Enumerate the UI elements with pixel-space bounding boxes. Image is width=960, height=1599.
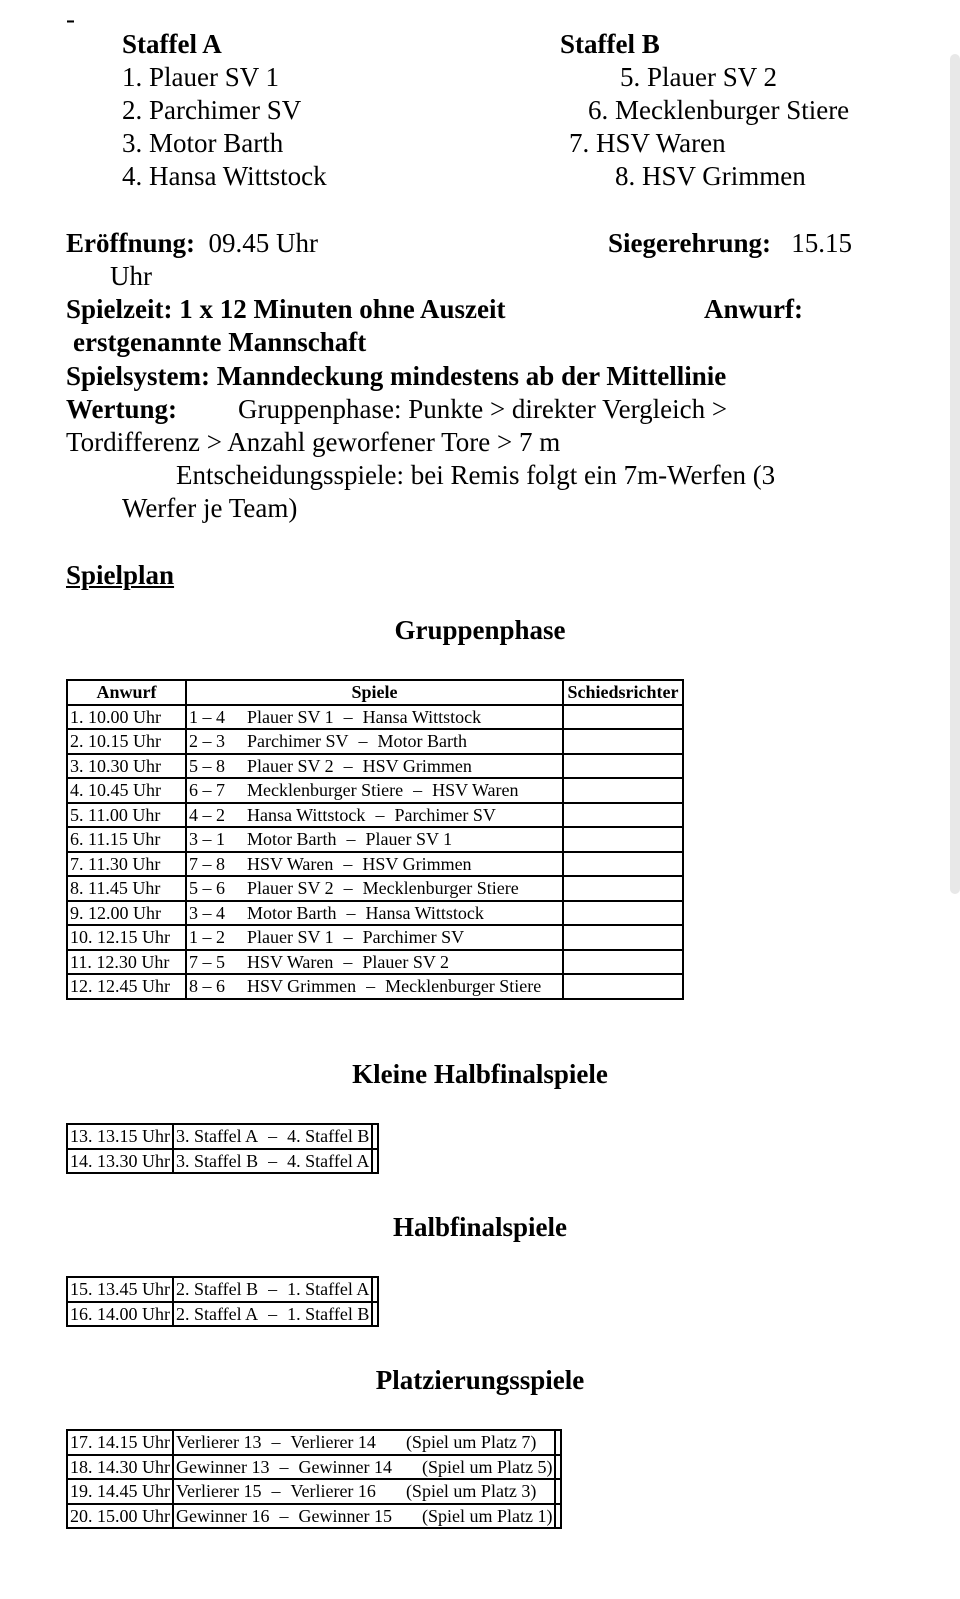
anwurf-cell: 7. 11.30 Uhr: [67, 852, 186, 877]
schiedsrichter-cell: [563, 803, 683, 828]
anwurf-cell: 15. 13.45 Uhr: [67, 1277, 173, 1302]
anwurf-cell: 18. 14.30 Uhr: [67, 1455, 173, 1480]
spiel-cell: [173, 1302, 372, 1327]
gruppenphase-title: Gruppenphase: [394, 615, 566, 645]
spiel-cell: [173, 1455, 555, 1480]
anwurf-cell: 20. 15.00 Uhr: [67, 1504, 173, 1529]
staffel-a-team: 1. Plauer SV 1: [122, 62, 280, 92]
home-team: 2. Staffel B: [176, 1279, 259, 1300]
schiedsrichter-cell: [563, 925, 683, 950]
schiedsrichter-cell: [372, 1149, 378, 1174]
table-row: [67, 827, 683, 852]
vs-dash: –: [268, 1279, 278, 1300]
away-team: Plauer SV 2: [362, 951, 450, 972]
anwurf-label: Anwurf:: [704, 294, 803, 324]
halbfinale-title: Halbfinalspiele: [392, 1212, 568, 1242]
vs-dash: –: [346, 902, 356, 923]
halbfinale-table: [66, 1276, 379, 1327]
table-row: [67, 1455, 561, 1480]
header-schiedsrichter: Schiedsrichter: [563, 680, 683, 705]
schiedsrichter-cell: [563, 901, 683, 926]
anwurf-cell: 13. 13.15 Uhr: [67, 1124, 173, 1149]
away-team: Mecklenburger Stiere: [362, 878, 519, 899]
table-row: [67, 901, 683, 926]
anwurf-value: erstgenannte Mannschaft: [73, 327, 367, 357]
schiedsrichter-cell: [555, 1504, 561, 1529]
schiedsrichter-cell: [563, 950, 683, 975]
staffel-b-team: 6. Mecklenburger Stiere: [588, 95, 850, 125]
away-team: Hansa Wittstock: [365, 902, 484, 923]
spiel-cell: [186, 803, 563, 828]
schiedsrichter-cell: [372, 1277, 378, 1302]
spiel-code: 7 – 5: [189, 951, 225, 972]
spiel-cell: [186, 876, 563, 901]
spiel-code: 5 – 6: [189, 878, 225, 899]
home-team: 3. Staffel A: [176, 1126, 259, 1147]
home-team: HSV Waren: [247, 853, 334, 874]
away-team: Verlierer 16: [290, 1481, 376, 1502]
anwurf-cell: 2. 10.15 Uhr: [67, 729, 186, 754]
vs-dash: –: [375, 804, 385, 825]
anwurf-cell: 4. 10.45 Uhr: [67, 778, 186, 803]
table-row: [67, 925, 683, 950]
siegerehrung-label: Siegerehrung:: [608, 228, 771, 258]
spielplan-heading: Spielplan: [66, 560, 175, 590]
home-team: Plauer SV 1: [247, 927, 334, 948]
table-row: [67, 1277, 378, 1302]
away-team: Plauer SV 1: [365, 829, 453, 850]
vs-dash: –: [343, 878, 353, 899]
home-team: Parchimer SV: [247, 731, 349, 752]
spiel-cell: [186, 901, 563, 926]
staffel-a-team: 2. Parchimer SV: [122, 95, 302, 125]
anwurf-cell: 19. 14.45 Uhr: [67, 1479, 173, 1504]
spiel-cell: [186, 852, 563, 877]
spiel-cell: [186, 754, 563, 779]
eroeffnung-label: Eröffnung:: [66, 228, 196, 258]
platzierung-title: Platzierungsspiele: [375, 1365, 585, 1395]
wertung-text: Tordifferenz > Anzahl geworfener Tore > 7 m: [66, 427, 561, 457]
home-team: Motor Barth: [247, 829, 337, 850]
schiedsrichter-cell: [563, 729, 683, 754]
staffel-b-heading: Staffel B: [560, 29, 660, 59]
spiel-cell: [173, 1430, 555, 1455]
schiedsrichter-cell: [555, 1430, 561, 1455]
spielsystem: Spielsystem: Manndeckung mindestens ab der Mittellinie: [66, 361, 727, 391]
anwurf-cell: 3. 10.30 Uhr: [67, 754, 186, 779]
vs-dash: –: [346, 829, 356, 850]
anwurf-cell: 1. 10.00 Uhr: [67, 705, 186, 730]
spiel-cell: [186, 705, 563, 730]
wertung-text: Gruppenphase: Punkte > direkter Vergleich >: [238, 394, 728, 424]
anwurf-cell: 12. 12.45 Uhr: [67, 974, 186, 999]
spiel-cell: [173, 1277, 372, 1302]
header-anwurf: Anwurf: [67, 680, 186, 705]
anwurf-cell: 16. 14.00 Uhr: [67, 1302, 173, 1327]
spiel-cell: [186, 974, 563, 999]
platz-note: (Spiel um Platz 3): [405, 1481, 537, 1502]
wertung-text: Entscheidungsspiele: bei Remis folgt ein 7m-Werfen (3: [176, 460, 776, 490]
schiedsrichter-cell: [563, 852, 683, 877]
anwurf-cell: 10. 12.15 Uhr: [67, 925, 186, 950]
eroeffnung-line: [66, 226, 318, 260]
anwurf-cell: 11. 12.30 Uhr: [67, 950, 186, 975]
table-row: [67, 778, 683, 803]
table-row: [67, 974, 683, 999]
schiedsrichter-cell: [555, 1455, 561, 1480]
schiedsrichter-cell: [563, 974, 683, 999]
away-team: 1. Staffel B: [287, 1303, 370, 1324]
away-team: Hansa Wittstock: [362, 706, 482, 727]
table-row: [67, 705, 683, 730]
spiel-cell: [173, 1504, 555, 1529]
vs-dash: –: [279, 1456, 289, 1477]
eroeffnung-value: 09.45 Uhr: [208, 228, 319, 258]
table-row: [67, 729, 683, 754]
spiel-code: 5 – 8: [189, 755, 225, 776]
away-team: HSV Grimmen: [362, 755, 472, 776]
away-team: 4. Staffel B: [287, 1126, 370, 1147]
schiedsrichter-cell: [563, 876, 683, 901]
spiel-code: 4 – 2: [189, 804, 225, 825]
table-row: [67, 876, 683, 901]
spiel-cell: [186, 729, 563, 754]
vs-dash: –: [268, 1150, 278, 1171]
schiedsrichter-cell: [563, 754, 683, 779]
wertung-text: Werfer je Team): [122, 493, 298, 523]
home-team: Verlierer 13: [176, 1432, 262, 1453]
away-team: Mecklenburger Stiere: [385, 976, 542, 997]
home-team: 3. Staffel B: [176, 1150, 259, 1171]
kleine-halbfinale-title: Kleine Halbfinalspiele: [352, 1059, 608, 1089]
vs-dash: –: [279, 1505, 289, 1526]
staffel-a-team: 4. Hansa Wittstock: [122, 161, 327, 191]
home-team: Gewinner 16: [176, 1505, 270, 1526]
table-row: [67, 1479, 561, 1504]
schiedsrichter-cell: [372, 1302, 378, 1327]
spiel-cell: [186, 778, 563, 803]
spiel-code: 6 – 7: [189, 780, 225, 801]
vs-dash: –: [358, 731, 368, 752]
staffel-b-team: 7. HSV Waren: [569, 128, 726, 158]
spiel-cell: [186, 950, 563, 975]
vs-dash: –: [271, 1432, 281, 1453]
spiel-cell: [173, 1149, 372, 1174]
schiedsrichter-cell: [563, 705, 683, 730]
home-team: Plauer SV 1: [247, 706, 334, 727]
schiedsrichter-cell: [372, 1124, 378, 1149]
home-team: Plauer SV 2: [247, 755, 334, 776]
vs-dash: –: [268, 1126, 278, 1147]
anwurf-cell: 14. 13.30 Uhr: [67, 1149, 173, 1174]
vs-dash: –: [268, 1303, 278, 1324]
away-team: Parchimer SV: [362, 927, 465, 948]
home-team: Verlierer 15: [176, 1481, 262, 1502]
schiedsrichter-cell: [563, 778, 683, 803]
table-row: [67, 852, 683, 877]
vs-dash: –: [343, 927, 353, 948]
staffel-a-heading: Staffel A: [122, 29, 222, 59]
spiel-code: 3 – 1: [189, 829, 225, 850]
spiel-cell: [186, 925, 563, 950]
platz-note: (Spiel um Platz 5): [421, 1456, 553, 1477]
staffel-a-team: 3. Motor Barth: [122, 128, 284, 158]
anwurf-cell: 5. 11.00 Uhr: [67, 803, 186, 828]
table-row: [67, 1149, 378, 1174]
vs-dash: –: [343, 755, 353, 776]
home-team: Motor Barth: [247, 902, 337, 923]
spiel-code: 8 – 6: [189, 976, 225, 997]
spiel-code: 2 – 3: [189, 731, 225, 752]
top-mark: -: [66, 4, 75, 34]
gruppenphase-table: [66, 679, 684, 1000]
anwurf-cell: 6. 11.15 Uhr: [67, 827, 186, 852]
home-team: Plauer SV 2: [247, 878, 334, 899]
platz-note: (Spiel um Platz 1): [421, 1505, 553, 1526]
table-row: [67, 1302, 378, 1327]
platz-note: (Spiel um Platz 7): [405, 1432, 537, 1453]
kleine-halbfinale-table: [66, 1123, 379, 1174]
away-team: Gewinner 14: [298, 1456, 392, 1477]
vs-dash: –: [366, 976, 376, 997]
anwurf-cell: 17. 14.15 Uhr: [67, 1430, 173, 1455]
schiedsrichter-cell: [555, 1479, 561, 1504]
table-row: [67, 803, 683, 828]
away-team: Gewinner 15: [298, 1505, 392, 1526]
siegerehrung-value: 15.15: [791, 228, 852, 258]
platzierung-table: [66, 1429, 562, 1529]
spiel-cell: [173, 1124, 372, 1149]
home-team: Hansa Wittstock: [247, 804, 366, 825]
staffel-b-team: 5. Plauer SV 2: [620, 62, 778, 92]
table-row: [67, 754, 683, 779]
vs-dash: –: [343, 706, 353, 727]
staffel-b-team: 8. HSV Grimmen: [615, 161, 806, 191]
scrollbar[interactable]: [950, 54, 960, 894]
spiel-cell: [173, 1479, 555, 1504]
siegerehrung-line: [608, 226, 852, 260]
spielzeit: Spielzeit: 1 x 12 Minuten ohne Auszeit: [66, 294, 506, 324]
away-team: Parchimer SV: [394, 804, 496, 825]
spiel-code: 7 – 8: [189, 853, 225, 874]
home-team: Mecklenburger Stiere: [247, 780, 404, 801]
home-team: HSV Grimmen: [247, 976, 357, 997]
schiedsrichter-cell: [563, 827, 683, 852]
home-team: 2. Staffel A: [176, 1303, 259, 1324]
home-team: Gewinner 13: [176, 1456, 270, 1477]
table-row: [67, 1430, 561, 1455]
spiel-code: 3 – 4: [189, 902, 225, 923]
vs-dash: –: [343, 853, 353, 874]
table-row: [67, 1504, 561, 1529]
vs-dash: –: [343, 951, 353, 972]
away-team: HSV Waren: [432, 780, 519, 801]
table-row: [67, 1124, 378, 1149]
wertung-label: Wertung:: [66, 394, 177, 424]
away-team: 1. Staffel A: [287, 1279, 370, 1300]
home-team: HSV Waren: [247, 951, 334, 972]
away-team: Verlierer 14: [290, 1432, 376, 1453]
vs-dash: –: [413, 780, 423, 801]
vs-dash: –: [271, 1481, 281, 1502]
away-team: HSV Grimmen: [362, 853, 472, 874]
spiel-code: 1 – 4: [189, 706, 225, 727]
siegerehrung-unit: Uhr: [110, 261, 152, 291]
away-team: 4. Staffel A: [287, 1150, 370, 1171]
away-team: Motor Barth: [377, 731, 467, 752]
table-row: [67, 950, 683, 975]
anwurf-cell: 8. 11.45 Uhr: [67, 876, 186, 901]
header-spiele: Spiele: [186, 680, 563, 705]
spiel-cell: [186, 827, 563, 852]
spiel-code: 1 – 2: [189, 927, 225, 948]
anwurf-cell: 9. 12.00 Uhr: [67, 901, 186, 926]
